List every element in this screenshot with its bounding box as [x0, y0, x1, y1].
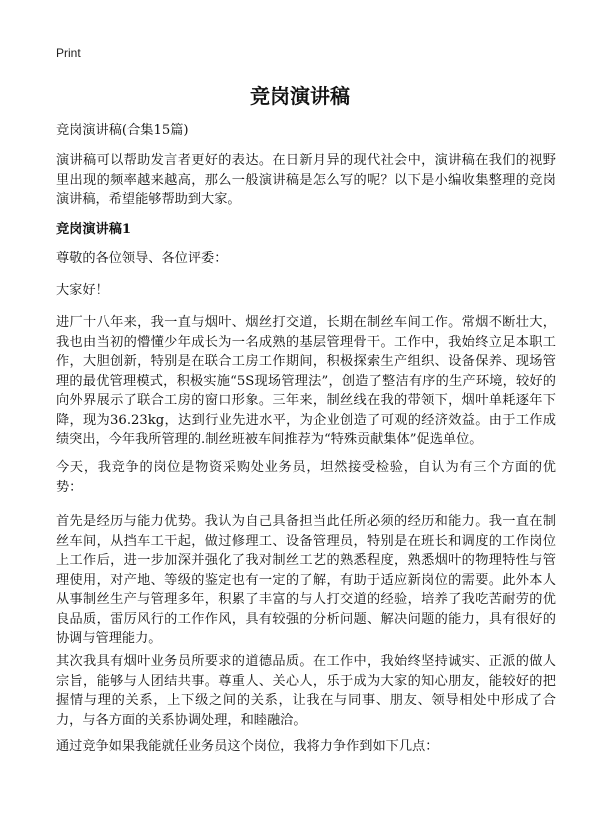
body-paragraph-2: 今天，我竞争的岗位是物资采购处业务员，坦然接受检验，自认为有三个方面的优势：	[56, 460, 556, 495]
print-label[interactable]: Print	[56, 46, 81, 60]
greeting-paragraph: 尊敬的各位领导、各位评委：	[56, 251, 228, 266]
intro-paragraph: 演讲稿可以帮助发言者更好的表达。在日新月异的现代社会中，演讲稿在我们的视野里出现的频率越来越高，那么一般演讲稿是怎么写的呢？以下是小编收集整理的竞岗演讲稿，希望能够帮助到大家。	[56, 153, 556, 207]
body-paragraph-5: 通过竞争如果我能就任业务员这个岗位，我将力争作到如下几点：	[56, 739, 439, 754]
body-paragraph-4: 其次我具有烟叶业务员所要求的道德品质。在工作中，我始终坚持诚实、正派的做人宗旨，能够与人团结共事。尊重人、关心人，乐于成为大家的知心朋友，能较好的把握情与理的关系，上下级之间的关系，让我在与同事、朋友、领导相处中形成了合力，与各方面的关系协调处理，和睦融洽。	[56, 654, 556, 728]
body-paragraph-3: 首先是经历与能力优势。我认为自己具备担当此任所必须的经历和能力。我一直在制丝车间，从挡车工干起，做过修理工、设备管理员，特别是在班长和调度的工作岗位上工作后，进一步加深并强化了我对制丝工艺的熟悉程度，熟悉烟叶的物理特性与管理使用，对产地、等级的鉴定也有一定的了解，有助于适应新岗位的需要。此外本人从事制丝生产与管理多年，积累了丰富的与人打交道的经验，培养了我吃苦耐劳的优良品质，雷厉风行的工作作风，具有较强的分析问题、解决问题的能力，具有很好的协调与管理能力。	[56, 514, 556, 646]
hello-paragraph: 大家好！	[56, 283, 109, 298]
section-heading: 竞岗演讲稿1	[56, 222, 132, 237]
document-title: 竞岗演讲稿	[250, 84, 350, 108]
body-paragraph-1: 进厂十八年来，我一直与烟叶、烟丝打交道，长期在制丝车间工作。常烟不断壮大，我也由当初的懵懂少年成长为一名成熟的基层管理骨干。工作中，我始终立足本职工作，大胆创新，特别是在联合工房工作期间，积极探索生产组织、设备保养、现场管理的最优管理模式，积极实施“5S现场管理法”，创造了整洁有序的生产环境，较好的向外界展示了联合工房的窗口形象。三年来，制丝线在我的带领下，烟叶单耗逐年下降，现为36.23kg，达到行业先进水平，为企业创造了可观的经济效益。由于工作成绩突出，今年我所管理的.制丝班被车间推荐为“特殊贡献集体”促选单位。	[56, 315, 556, 447]
document-subtitle: 竞岗演讲稿(合集15篇)	[56, 123, 189, 138]
